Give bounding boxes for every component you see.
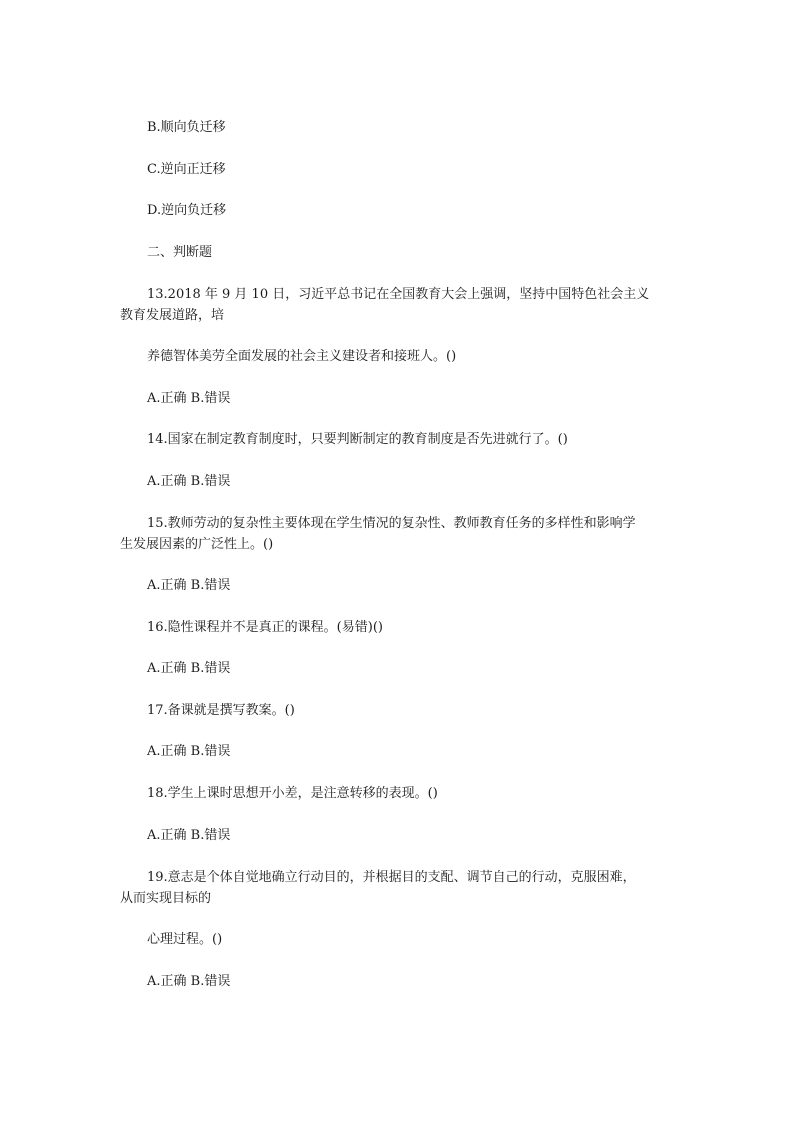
question-17: 17.备课就是撰写教案。() bbox=[147, 703, 295, 718]
question-16-options: A.正确 B.错误 bbox=[147, 661, 231, 676]
question-19-line-1: 19.意志是个体自觉地确立行动目的，并根据目的支配、调节自己的行动，克服困难， bbox=[147, 870, 636, 885]
question-15-line-1: 15.教师劳动的复杂性主要体现在学生情况的复杂性、教师教育任务的多样性和影响学 bbox=[147, 516, 636, 531]
option-d-q12: D.逆向负迁移 bbox=[147, 203, 227, 218]
question-17-options: A.正确 B.错误 bbox=[147, 744, 231, 759]
question-13-options: A.正确 B.错误 bbox=[147, 391, 231, 406]
question-13-line-1: 13.2018 年 9 月 10 日，习近平总书记在全国教育大会上强调，坚持中国特色社会主义 bbox=[147, 287, 650, 302]
question-15-line-2: 生发展因素的广泛性上。() bbox=[120, 537, 274, 552]
question-15-options: A.正确 B.错误 bbox=[147, 578, 231, 593]
question-13-line-2: 教育发展道路，培 bbox=[120, 308, 225, 323]
question-13-line-3: 养德智体美劳全面发展的社会主义建设者和接班人。() bbox=[147, 349, 457, 364]
question-16: 16.隐性课程并不是真正的课程。(易错)() bbox=[147, 620, 383, 635]
question-18: 18.学生上课时思想开小差，是注意转移的表现。() bbox=[147, 786, 438, 801]
question-19-line-3: 心理过程。() bbox=[147, 932, 223, 947]
option-c-q12: C.逆向正迁移 bbox=[147, 162, 226, 177]
question-14-options: A.正确 B.错误 bbox=[147, 474, 231, 489]
section-heading-true-false: 二、判断题 bbox=[147, 245, 213, 260]
question-14: 14.国家在制定教育制度时，只要判断制定的教育制度是否先进就行了。() bbox=[147, 432, 568, 447]
question-19-options: A.正确 B.错误 bbox=[147, 974, 231, 989]
question-19-line-2: 从而实现目标的 bbox=[120, 891, 212, 906]
question-18-options: A.正确 B.错误 bbox=[147, 828, 231, 843]
option-b-q12: B.顺向负迁移 bbox=[147, 120, 226, 135]
